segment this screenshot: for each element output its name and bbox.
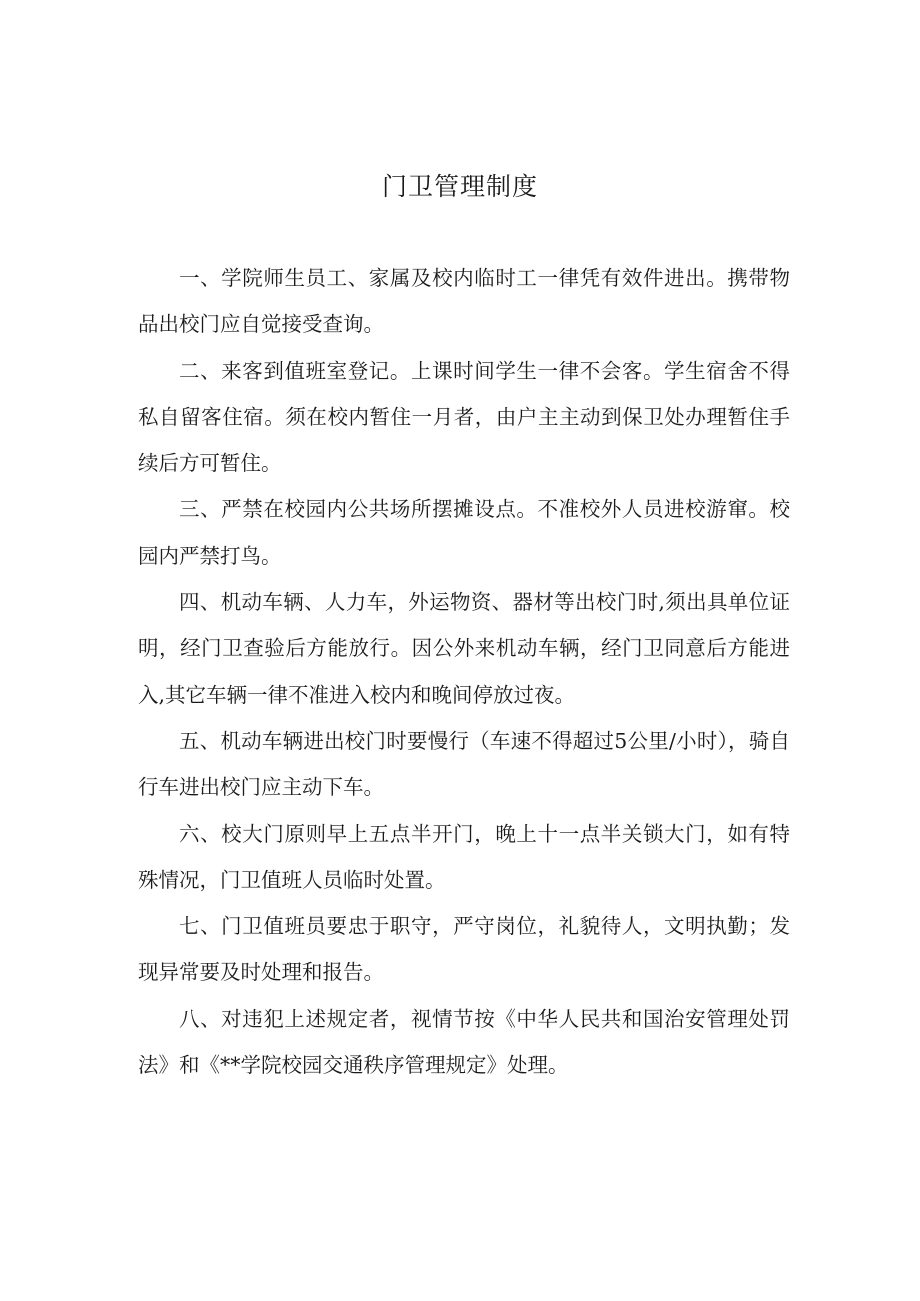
document-body xyxy=(138,255,790,1088)
paragraph-6: 六、校大门原则早上五点半开门，晚上十一点半关锁大门，如有特殊情况，门卫值班人员临时处置。 xyxy=(138,821,790,892)
paragraph-8: 八、对违犯上述规定者，视情节按《中华人民共和国治安管理处罚法》和《**学院校园交通秩序管理规定》处理。 xyxy=(138,1006,790,1078)
paragraph-3: 三、严禁在校园内公共场所摆摊设点。不准校外人员进校游窜。校园内严禁打鸟。 xyxy=(138,497,790,568)
paragraph-7: 七、门卫值班员要忠于职守，严守岗位，礼貌待人，文明执勤；发现异常要及时处理和报告。 xyxy=(138,914,790,985)
document-title: 门卫管理制度 xyxy=(381,172,538,201)
paragraph-4: 四、机动车辆、人力车，外运物资、器材等出校门时,须出具单位证明，经门卫查验后方能放行。因公外来机动车辆，经门卫同意后方能进入,其它车辆一律不准进入校内和晚间停放过夜。 xyxy=(138,590,790,707)
paragraph-1: 一、学院师生员工、家属及校内临时工一律凭有效件进出。携带物品出校门应自觉接受查询。 xyxy=(138,266,790,337)
paragraph-2: 二、来客到值班室登记。上课时间学生一律不会客。学生宿舍不得私自留客住宿。须在校内暂住一月者，由户主主动到保卫处办理暂住手续后方可暂住。 xyxy=(138,358,790,476)
paragraph-5: 五、机动车辆进出校门时要慢行（车速不得超过5公里/小时），骑自行车进出校门应主动下车。 xyxy=(138,728,790,800)
